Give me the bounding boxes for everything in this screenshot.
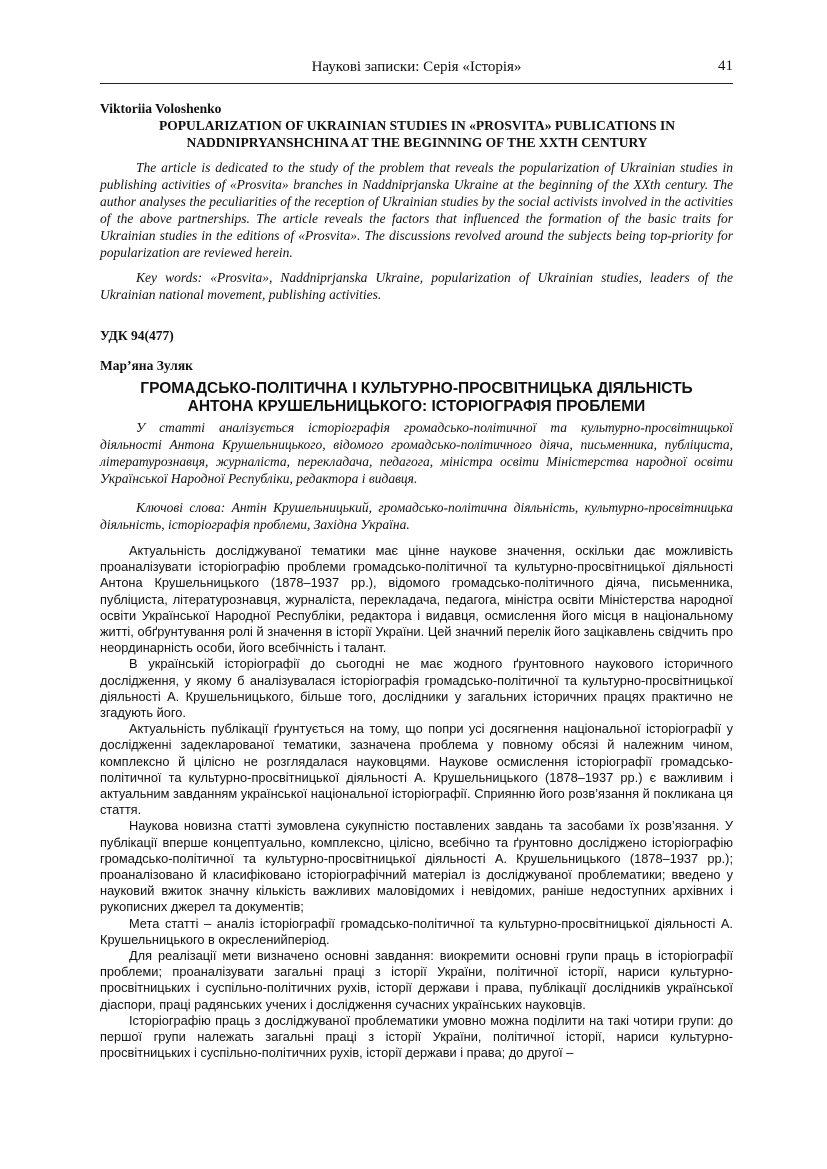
running-head	[100, 58, 733, 80]
english-abstract: The article is dedicated to the study of the problem that reveals the popularization of Ukrainian studies in publishing activities of «Prosvita» branches in Naddniprjanska Ukraine at the beginning of the XXth century. The author analyses the peculiarities of the reception of Ukrainian studies by the social activists involved in the activities of the above partnerships. The article reveals the factors that influenced the formation of the basic traits for Ukrainian studies in the editions of «Prosvita». The discussions revolved around the subjects being top-priority for popularization are reviewed herein.	[100, 160, 733, 260]
body-paragraph: Історіографію праць з досліджуваної проблематики умовно можна поділити на такі чотири групи: до першої групи належать загальні праці з історії України, політичної історії, нариси культурно-просвітницьких і суспільно-політичних рухів, історії держави і права; до другої –	[100, 1012, 733, 1061]
header-rule	[100, 83, 733, 84]
article-title-line-1: ГРОМАДСЬКО-ПОЛІТИЧНА І КУЛЬТУРНО-ПРОСВІТНИЦЬКА ДІЯЛЬНІСТЬ	[140, 380, 693, 397]
body-paragraph: В українській історіографії до сьогодні не має жодного ґрунтовного наукового історичного дослідження, у якому б аналізувалася історіографія громадсько-політичної та культурно-просвітницької діяльності А. Крушельницького, більше того, дослідники у загальних історичних працях практично не згадують його.	[100, 656, 733, 721]
article-title-line-2: АНТОНА КРУШЕЛЬНИЦЬКОГО: ІСТОРІОГРАФІЯ ПРОБЛЕМИ	[187, 398, 646, 415]
udc-code: УДК 94(477)	[100, 328, 174, 343]
page-number: 41	[718, 58, 733, 74]
english-title: POPULARIZATION OF UKRAINIAN STUDIES IN «PROSVITA» PUBLICATIONS IN NADDNIPRYANSHCHINA AT THE BEGINNING OF THE XXTH CENTURY	[159, 118, 675, 150]
english-author: Viktoriia Voloshenko	[100, 101, 222, 116]
article-title	[100, 380, 733, 416]
body-paragraph: Для реалізації мети визначено основні завдання: виокремити основні групи праць в історіографії проблеми; проаналізувати загальні праці з історії України, політичної історії, нариси культурно-просвітницьких і суспільно-політичних рухів, історії держави і права, публікації дослідників української діаспори, праці радянських учених і дослідження сучасних українських науковців.	[100, 948, 733, 1012]
article-body	[100, 543, 733, 1062]
article-keywords: Ключові слова: Антін Крушельницький, громадсько-політична діяльність, культурно-просвітницька діяльність, історіографія проблеми, Західна Україна.	[100, 500, 733, 532]
body-paragraph: Наукова новизна статті зумовлена сукупністю поставлених завдань та засобами їх розв’язання. У публікації вперше концептуально, комплексно, цілісно, всебічно та ґрунтовно досліджено історіографію громадсько-політичної та культурно-просвітницької діяльності А. Крушельницького (1878–1937 рр.); проаналізовано й класифіковано історіографічний матеріал із досліджуваної проблематики; введено у науковий вжиток значну кількість важливих маловідомих і невідомих, раніше недоступних архівних і рукописних джерел та документів;	[100, 818, 733, 915]
english-keywords: Key words: «Prosvita», Naddniprjanska Ukraine, popularization of Ukrainian studies, leaders of the Ukrainian national movement, publishing activities.	[100, 270, 733, 302]
journal-title: Наукові записки: Серія «Історія»	[311, 59, 522, 75]
body-paragraph: Актуальність публікації ґрунтується на тому, що попри усі досягнення національної історіографії у дослідженні задекларованої тематики, зазначена проблема у повному обсязі й належним чином, комплексно й цілісно не розглядалася науковцями. Наукове осмислення історіографії громадсько-політичної та культурно-просвітницької діяльності А. Крушельницького (1878–1937 рр.) є важливим і актуальним завданням української національної історіографії. Сприянню його розв’язання й покликана ця стаття.	[100, 721, 733, 818]
article-author: Мар’яна Зуляк	[100, 358, 193, 373]
body-paragraph: Мета статті – аналіз історіографії громадсько-політичної та культурно-просвітницької діяльності А. Крушельницького в окресленийперіод.	[100, 915, 733, 947]
body-paragraph: Актуальність досліджуваної тематики має цінне наукове значення, оскільки дає можливість проаналізувати історіографію проблеми громадсько-політичної та культурно-просвітницької діяльності Антона Крушельницького (1878–1937 рр.), відомого громадсько-політичного діяча, письменника, публіциста, літературознавця, журналіста, перекладача, педагога, міністра освіти Міністерства народної освіти Української Народної Республіки, редактора і видавця, осмислення його місця в національному житті, обґрунтування ролі й значення в історії України. Цей значний перелік його зацікавлень свідчить про неординарність особи, його всебічність і талант.	[100, 543, 733, 656]
article-abstract: У статті аналізується історіографія громадсько-політичної та культурно-просвітницької діяльності Антона Крушельницького, відомого громадсько-політичного діяча, письменника, публіциста, літературознавця, журналіста, перекладача, педагога, міністра освіти Міністерства народної освіти Української Народної Республіки, редактора і видавця.	[100, 420, 733, 486]
